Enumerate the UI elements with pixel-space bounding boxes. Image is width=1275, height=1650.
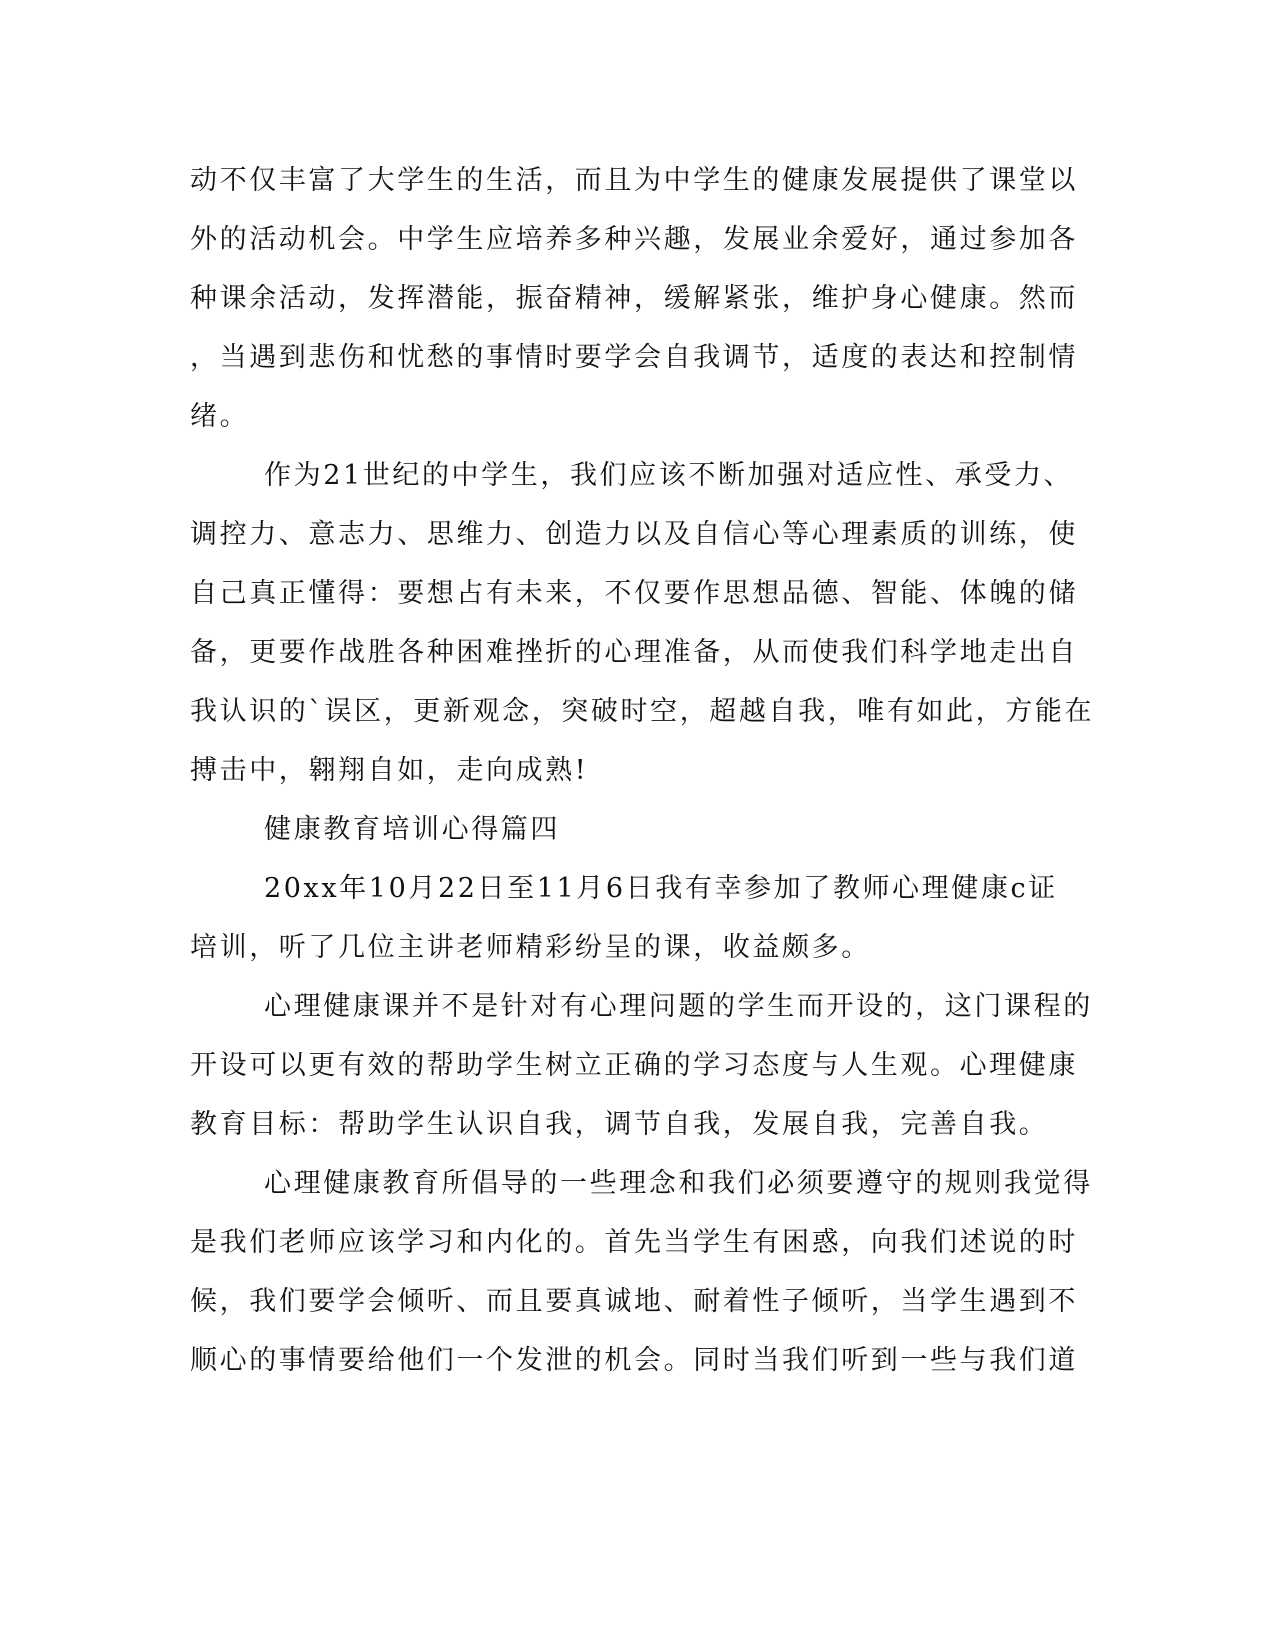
text-line: 顺心的事情要给他们一个发泄的机会。同时当我们听到一些与我们道 xyxy=(190,1345,1078,1376)
text-line: ，当遇到悲伤和忧愁的事情时要学会自我调节，适度的表达和控制情 xyxy=(190,342,1078,373)
text-line: 教育目标：帮助学生认识自我，调节自我，发展自我，完善自我。 xyxy=(190,1109,1049,1140)
text-line: 培训，听了几位主讲老师精彩纷呈的课，收益颇多。 xyxy=(190,932,871,963)
text-line: 绪。 xyxy=(190,401,250,432)
text-line: 搏击中，翱翔自如，走向成熟! xyxy=(190,755,589,786)
text-line: 动不仅丰富了大学生的生活，而且为中学生的健康发展提供了课堂以 xyxy=(190,165,1078,196)
text-line: 我认识的`误区，更新观念，突破时空，超越自我，唯有如此，方能在 xyxy=(190,696,1095,727)
paragraph-first-line: 心理健康教育所倡导的一些理念和我们必须要遵守的规则我觉得 xyxy=(264,1168,1093,1199)
text-line: 备，更要作战胜各种困难挫折的心理准备，从而使我们科学地走出自 xyxy=(190,637,1078,668)
section-heading: 健康教育培训心得篇四 xyxy=(264,814,560,845)
paragraph-first-line: 心理健康课并不是针对有心理问题的学生而开设的，这门课程的 xyxy=(264,991,1093,1022)
paragraph-first-line: 作为21世纪的中学生，我们应该不断加强对适应性、承受力、 xyxy=(264,460,1074,491)
text-line: 外的活动机会。中学生应培养多种兴趣，发展业余爱好，通过参加各 xyxy=(190,224,1078,255)
text-line: 是我们老师应该学习和内化的。首先当学生有困惑，向我们述说的时 xyxy=(190,1227,1078,1258)
text-line: 种课余活动，发挥潜能，振奋精神，缓解紧张，维护身心健康。然而 xyxy=(190,283,1078,314)
text-line: 开设可以更有效的帮助学生树立正确的学习态度与人生观。心理健康 xyxy=(190,1050,1078,1081)
text-line: 自己真正懂得：要想占有未来，不仅要作思想品德、智能、体魄的储 xyxy=(190,578,1078,609)
text-line: 候，我们要学会倾听、而且要真诚地、耐着性子倾听，当学生遇到不 xyxy=(190,1286,1078,1317)
text-line: 调控力、意志力、思维力、创造力以及自信心等心理素质的训练，使 xyxy=(190,519,1078,550)
paragraph-first-line: 20xx年10月22日至11月6日我有幸参加了教师心理健康c证 xyxy=(264,873,1058,904)
